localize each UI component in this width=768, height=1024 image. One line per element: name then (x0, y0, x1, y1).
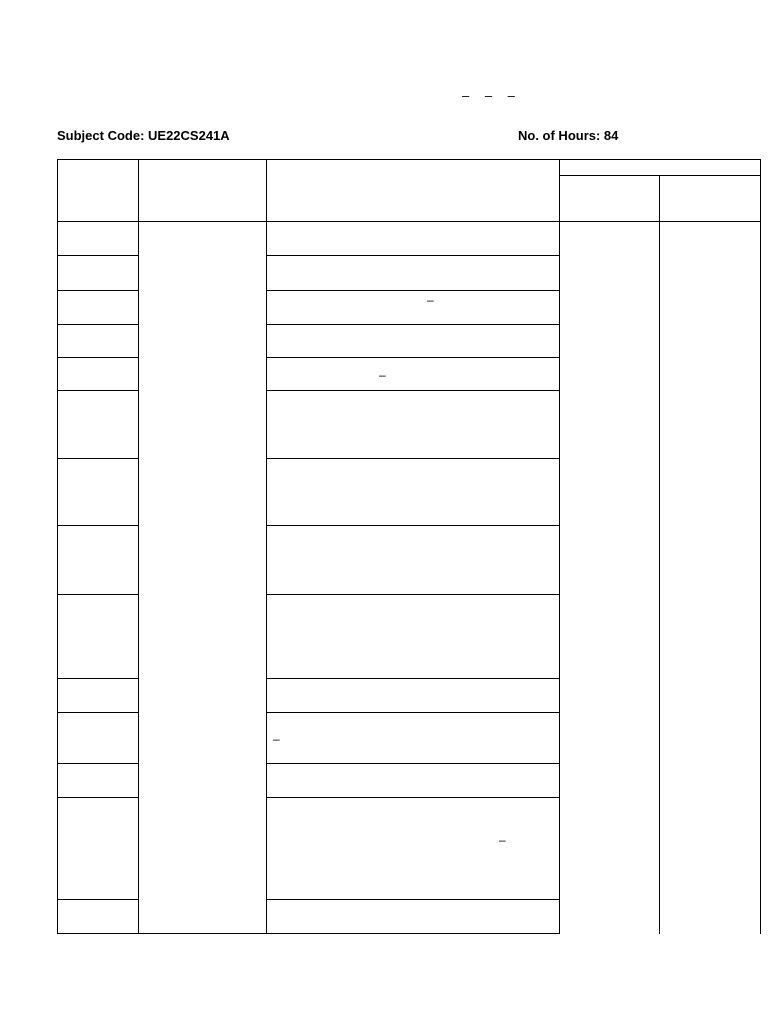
row-line (266, 525, 560, 526)
table-border-right (760, 159, 761, 934)
row-line (266, 763, 560, 764)
row-line (266, 357, 560, 358)
row-line (57, 458, 139, 459)
row-line (266, 797, 560, 798)
row-line (57, 390, 139, 391)
row-line (57, 678, 139, 679)
row-line (57, 899, 139, 900)
row-line (266, 594, 560, 595)
row-line (57, 357, 139, 358)
table-header-bottom (57, 221, 761, 222)
table-subheader-line (559, 175, 761, 176)
row-line (266, 290, 560, 291)
table-border-top (57, 159, 761, 160)
row-line (57, 763, 139, 764)
row-line (57, 594, 139, 595)
number-of-hours: No. of Hours: 84 (518, 128, 619, 143)
syllabus-table (57, 159, 761, 934)
row-line (57, 324, 139, 325)
cell-dash-mark: – (499, 833, 506, 847)
row-line (266, 390, 560, 391)
row-line (57, 797, 139, 798)
row-line (266, 678, 560, 679)
table-col-divider-2 (266, 159, 267, 934)
row-line (266, 712, 560, 713)
table-col-divider-3 (559, 159, 560, 934)
row-line (57, 290, 139, 291)
row-line (57, 712, 139, 713)
row-line (266, 458, 560, 459)
row-line (266, 255, 560, 256)
table-border-left (57, 159, 58, 934)
cell-dash-mark: – (379, 368, 386, 382)
row-line (266, 899, 560, 900)
table-col-divider-1 (138, 159, 139, 934)
subject-code: Subject Code: UE22CS241A (57, 128, 230, 143)
header-dash-marks: – – – (462, 88, 521, 103)
row-line (57, 255, 139, 256)
cell-dash-mark: – (273, 732, 280, 746)
cell-dash-mark: – (427, 293, 434, 307)
table-col-divider-4 (659, 175, 660, 934)
row-line (57, 525, 139, 526)
row-line (266, 324, 560, 325)
table-border-bottom (57, 933, 560, 934)
